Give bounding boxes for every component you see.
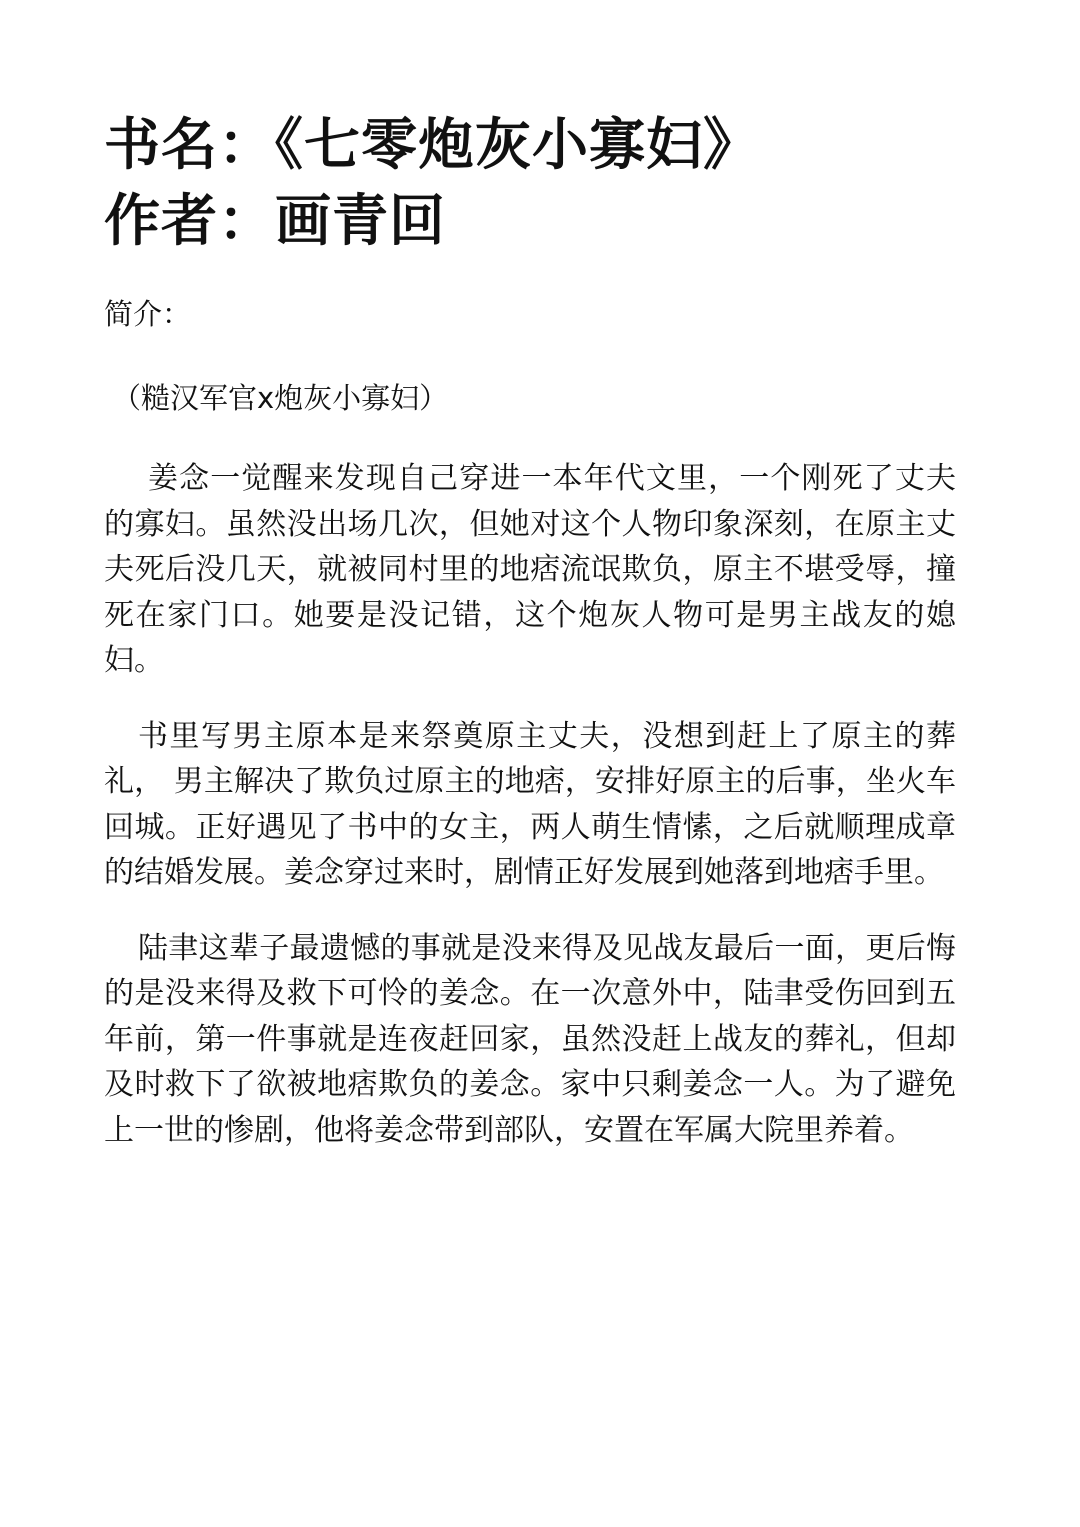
intro-label: 简介： [104, 297, 192, 331]
intro-paragraph-2: 书里写男主原本是来祭奠原主丈夫，没想到赶上了原主的葬礼， 男主解决了欺负过原主的地痞，安排好原主的后事，坐火车回城。正好遇见了书中的女主，两人萌生情愫，之后就顺理成章的结婚发展。姜念穿过来时，剧情正好发展到她落到地痞手里。 [104, 718, 956, 890]
book-title: 书名：《七零炮灰小寡妇》 [104, 113, 760, 178]
intro-paragraph-3: 陆聿这辈子最遗憾的事就是没来得及见战友最后一面，更后悔的是没来得及救下可怜的姜念。在一次意外中，陆聿受伤回到五年前，第一件事就是连夜赶回家，虽然没赶上战友的葬礼，但却及时救下了欲被地痞欺负的姜念。家中只剩姜念一人。为了避免上一世的惨剧，他将姜念带到部队，安置在军属大院里养着。 [104, 930, 956, 1148]
intro-paragraph-1: 姜念一觉醒来发现自己穿进一本年代文里，一个刚死了丈夫的寡妇。虽然没出场几次，但她对这个人物印象深刻，在原主丈夫死后没几天，就被同村里的地痞流氓欺负，原主不堪受辱，撞死在家门口。她要是没记错，这个炮灰人物可是男主战友的媳妇。 [104, 461, 956, 678]
intro-subtitle: （糙汉军官x炮灰小寡妇） [112, 381, 449, 415]
book-author: 作者：画青回 [104, 189, 446, 254]
